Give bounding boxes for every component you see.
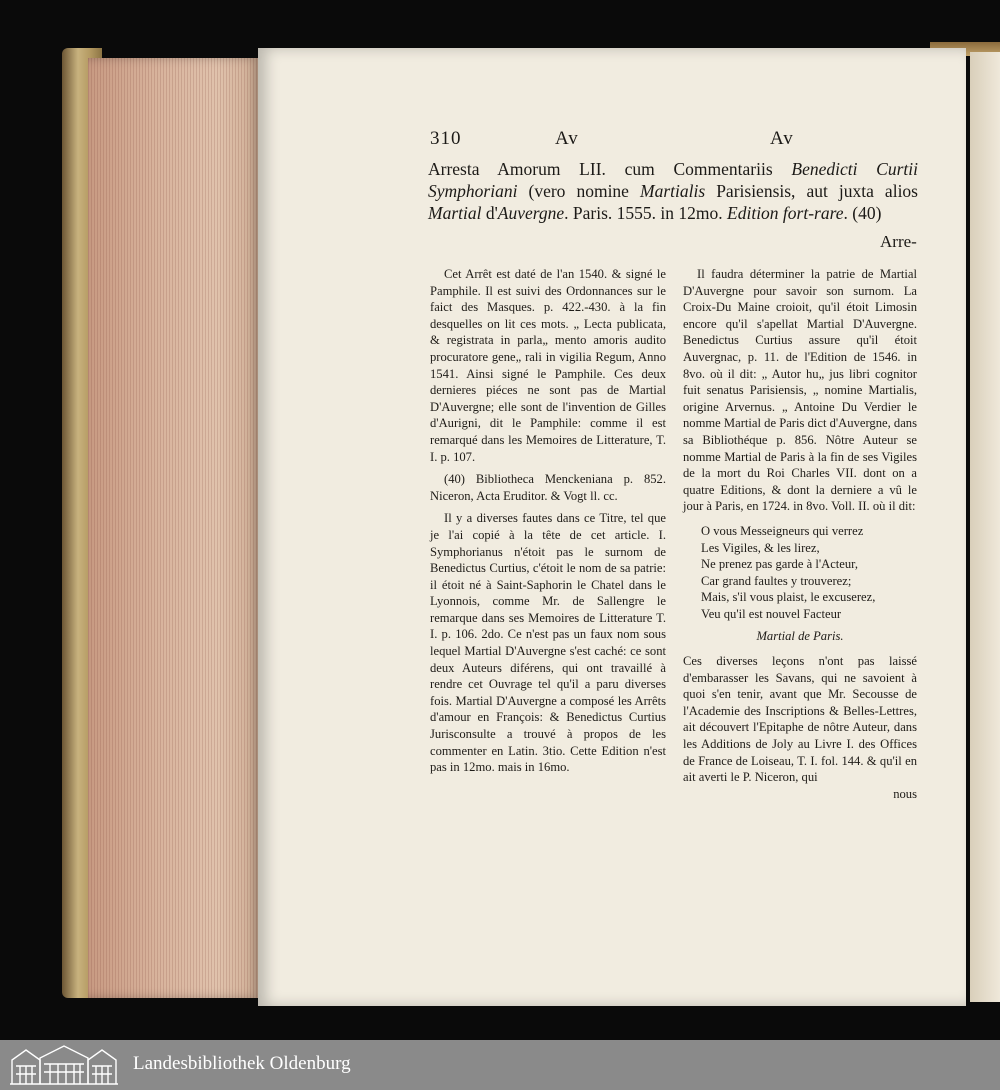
running-head-left: Av <box>555 128 579 149</box>
page-block-edge <box>88 58 260 998</box>
column-catchword: nous <box>893 786 917 801</box>
library-building-icon[interactable] <box>8 1044 120 1086</box>
entry-title: Arresta Amorum LII. cum Commentariis Benedicti Curtii Symphoriani (vero nomine Martialis Parisiensis, aut juxta alios Martial d'Auvergne. Paris. 1555. in 12mo. Edition fort-rare. (40) <box>428 159 918 223</box>
verse-line: O vous Messeigneurs qui verrez <box>701 523 864 538</box>
footnote-40: (40) Bibliotheca Menckeniana p. 852. Niceron, Acta Eruditor. & Vogt ll. cc. <box>430 472 666 503</box>
left-paragraph-3: Il y a diverses fautes dans ce Titre, tel que je l'ai copié à la tête de cet article. I. Symphorianus n'étoit pas le surnom de Benedictus Curtius, c'étoit le nom de sa patrie: il étoit né à Saint-Saphorin le Chatel dans le Lyonnois, comme Mr. de Sallengre le remarque dans ses Memoires de Litterature T. I. p. 106. 2do. Ce n'est pas un faux nom sous lequel Martial D'Auvergne s'est caché: ce sont deux Auteurs diférens, qui ont travaillé à rendre cet Ouvrage tel qu'il a paru diverses fois. Martial D'Auvergne a composé les Arrêts d'amour en François: & Benedictus Curtius Jurisconsulte a trouvé à propos de les commenter en Latin. 3tio. Cette Edition n'est pas in 12mo. mais in 16mo. <box>430 511 666 775</box>
left-paragraph-1: Cet Arrêt est daté de l'an 1540. & signé le Pamphile. Il est suivi des Ordonnances sur le faict des Masques. p. 422.-430. à la fin desquelles on lit ces mots. „ Lecta publicata, & registrata in parla„ mento amoris audito procuratore gene„ rali in vigilia Regum, Anno 1541. Ainsi signé le Pamphile. Ces deux dernieres piéces ne sont pas de Martial D'Auvergne; elle sont de l'invention de Gilles d'Aurigni, dit le Pamphile: comme il est remarqué dans les Memoires de Litterature, T. I. p. 107. <box>430 267 666 464</box>
right-paragraph-2: Ces diverses leçons n'ont pas laissé d'embarasser les Savans, qui ne savoient à quoi s'en tenir, avant que Mr. Secousse de l'Academie des Inscriptions & Belles-Lettres, ait découvert l'Epitaphe de nôtre Auteur, dans les Additions de Joly au Livre I. des Offices de France de Loiseau, T. I. fol. 144. & qu'il en ait averti le P. Niceron, qui <box>683 654 917 785</box>
verse-line: Les Vigiles, & les lirez, <box>701 540 820 555</box>
verse-line: Car grand faultes y trouverez; <box>701 573 852 588</box>
entry-catchword: Arre- <box>880 232 917 251</box>
left-column <box>430 266 666 776</box>
running-head-right: Av <box>770 128 794 149</box>
verse-line: Veu qu'il est nouvel Facteur <box>701 606 842 621</box>
facing-page-edge <box>970 52 1000 1002</box>
verse-block <box>701 523 917 623</box>
verse-signature: Martial de Paris. <box>756 629 844 644</box>
library-name[interactable]: Landesbibliothek Oldenburg <box>133 1053 351 1074</box>
page-header <box>430 128 920 154</box>
right-column <box>683 266 917 802</box>
page-number: 310 <box>430 128 462 149</box>
verse-line: Ne prenez pas garde à l'Acteur, <box>701 557 859 572</box>
right-paragraph-1: Il faudra déterminer la patrie de Martial D'Auvergne pour savoir son surnom. La Croix-Du Maine croioit, qu'il étoit Limosin encore qu'il s'apellat Martial D'Auvergne. Benedictus Curtius assure qu'il étoit Auvergnac, p. 11. de l'Edition de 1546. in 8vo. où il dit: „ Autor hu„ jus libri cognitor fuit senatus Parisiensis, „ nomine Martialis, origine Arvernus. „ Antoine Du Verdier le nomme Martial de Paris dict d'Auvergne, dans sa Bibliothéque p. 856. Nôtre Auteur se nomme Martial de Paris à la fin de ses Vigiles de la mort du Roi Charles VII. dont on a quatre Editions, & dont la derniere a vû le jour à Paris, en 1724. in 8vo. Voll. II. où il dit: <box>683 267 917 514</box>
verse-line: Mais, s'il vous plaist, le excuserez, <box>701 590 876 605</box>
footer-bar <box>0 1040 1000 1090</box>
